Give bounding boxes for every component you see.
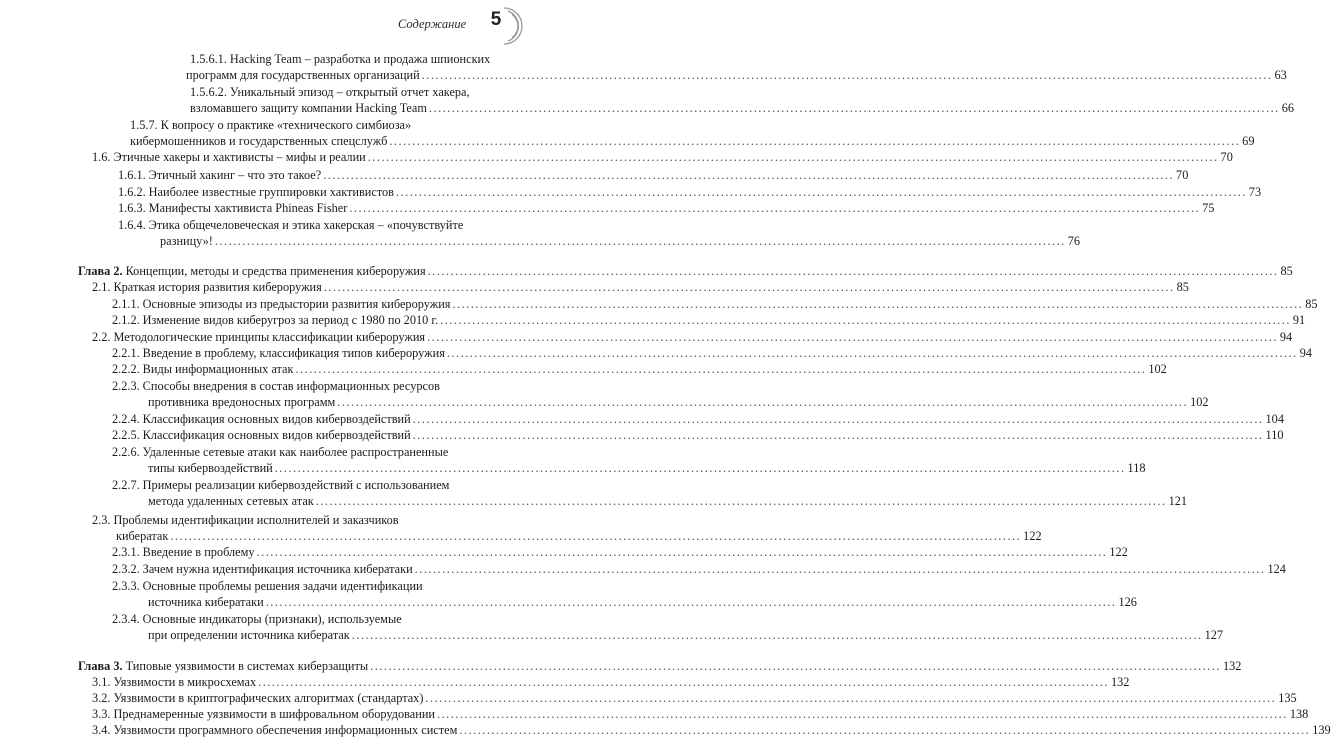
toc-page-number: 70: [1176, 168, 1189, 182]
toc-entry: 1.6.3. Манифесты хактивиста Phineas Fisher .......................................................................................................................................................................................... 75: [118, 201, 1215, 215]
toc-entry: 2.1.2. Изменение видов киберугроз за период с 1980 по 2010 г. .......................................................................................................................................................................................... 91: [112, 313, 1306, 327]
toc-page-number: 85: [1305, 297, 1318, 311]
toc-page-number: 91: [1292, 313, 1306, 327]
toc-entry: кибермошенников и государственных спецслужб .......................................................................................................................................................................................... 69: [130, 134, 1255, 148]
toc-entry: 2.3.3. Основные проблемы решения задачи идентификации: [112, 579, 423, 593]
toc-entry: 1.6. Этичные хакеры и хактивисты – мифы и реалии .......................................................................................................................................................................................... 70: [92, 150, 1233, 164]
toc-entry: при определении источника кибератак .......................................................................................................................................................................................... 127: [148, 628, 1224, 642]
toc-page-number: 66: [1281, 101, 1295, 115]
toc-page-number: 75: [1202, 201, 1215, 215]
toc-entry: 2.2.3. Способы внедрения в состав информационных ресурсов: [112, 379, 440, 393]
toc-entry: 1.5.6.2. Уникальный эпизод – открытый отчет хакера,: [190, 85, 470, 99]
toc-page-number: 102: [1190, 395, 1209, 409]
toc-page-number: 138: [1289, 707, 1309, 721]
toc-entry: 3.1. Уязвимости в микросхемах .......................................................................................................................................................................................... 132: [92, 675, 1130, 689]
toc-entry: противника вредоносных программ .......................................................................................................................................................................................... 102: [148, 395, 1209, 409]
toc-page-number: 73: [1248, 185, 1262, 199]
toc-page-number: 121: [1168, 494, 1188, 508]
toc-entry: 2.1.1. Основные эпизоды из предыстории развития кибероружия .......................................................................................................................................................................................... 85: [112, 297, 1318, 311]
toc-entry: кибератак .......................................................................................................................................................................................... 122: [116, 529, 1042, 543]
toc-page-number: 132: [1110, 675, 1130, 689]
toc-entry: 1.6.4. Этика общечеловеческая и этика хакерская – «почувствуйте: [118, 218, 464, 232]
toc-page-number: 94: [1279, 330, 1293, 344]
toc-entry: 2.3.4. Основные индикаторы (признаки), используемые: [112, 612, 402, 626]
toc-entry: метода удаленных сетевых атак .......................................................................................................................................................................................... 121: [148, 494, 1188, 508]
toc-page-number: 69: [1242, 134, 1255, 148]
toc-entry: 1.6.1. Этичный хакинг – что это такое? .......................................................................................................................................................................................... 70: [118, 168, 1189, 182]
toc-page-number: 118: [1127, 461, 1146, 475]
toc-page-number: 85: [1280, 264, 1293, 278]
toc-entry: 2.3. Проблемы идентификации исполнителей и заказчиков: [92, 513, 399, 527]
toc-page-number: 139: [1312, 723, 1331, 737]
toc-entry: 3.4. Уязвимости программного обеспечения информационных систем .......................................................................................................................................................................................... 139: [92, 723, 1331, 737]
toc-page-number: 135: [1278, 691, 1297, 705]
toc-entry: 2.2.5. Классификация основных видов кибервоздействий .......................................................................................................................................................................................... 110: [112, 428, 1284, 442]
toc-page-number: 110: [1265, 428, 1284, 442]
toc-entry: 2.2.1. Введение в проблему, классификация типов кибероружия .......................................................................................................................................................................................... 94: [112, 346, 1312, 360]
toc-entry: 2.3.2. Зачем нужна идентификация источника кибератаки .......................................................................................................................................................................................... 124: [112, 562, 1286, 576]
toc-chapter-entry: Глава 2. Концепции, методы и средства применения кибероружия .......................................................................................................................................................................................... 85: [78, 264, 1293, 278]
toc-entry: 2.3.1. Введение в проблему .......................................................................................................................................................................................... 122: [112, 545, 1128, 559]
toc-entry: 1.6.2. Наиболее известные группировки хактивистов .......................................................................................................................................................................................... 73: [118, 185, 1262, 199]
toc-page-number: 85: [1176, 280, 1189, 294]
toc-page-number: 104: [1265, 412, 1284, 426]
toc-page-number: 63: [1274, 68, 1287, 82]
toc-page-number: 70: [1220, 150, 1233, 164]
toc-entry: разницу»! .......................................................................................................................................................................................... 76: [160, 234, 1081, 248]
toc-entry: 2.2.7. Примеры реализации кибервоздействий с использованием: [112, 478, 450, 492]
toc-entry: 1.5.6.1. Hacking Team – разработка и продажа шпионских: [190, 52, 491, 66]
toc-chapter-entry: Глава 3. Типовые уязвимости в системах киберзащиты .......................................................................................................................................................................................... 132: [78, 659, 1242, 673]
page-number: 5: [490, 9, 502, 30]
toc-page-number: 122: [1109, 545, 1128, 559]
toc-page-number: 102: [1148, 362, 1167, 376]
toc-page-number: 76: [1067, 234, 1081, 248]
toc-page-number: 122: [1023, 529, 1042, 543]
toc-entry: типы кибервоздействий .......................................................................................................................................................................................... 118: [148, 461, 1146, 475]
toc-entry: источника кибератаки .......................................................................................................................................................................................... 126: [148, 595, 1137, 609]
toc-entry: программ для государственных организаций .......................................................................................................................................................................................... 63: [186, 68, 1287, 82]
toc-entry: взломавшего защиту компании Hacking Team .......................................................................................................................................................................................... 66: [190, 101, 1295, 115]
toc-page-number: 124: [1267, 562, 1286, 576]
toc-page-number: 126: [1118, 595, 1137, 609]
toc-entry: 2.2. Методологические принципы классификации кибероружия .......................................................................................................................................................................................... 94: [92, 330, 1293, 344]
toc-entry: 3.2. Уязвимости в криптографических алгоритмах (стандартах) .......................................................................................................................................................................................... 135: [92, 691, 1297, 705]
toc-entry: 2.2.6. Удаленные сетевые атаки как наиболее распространенные: [112, 445, 449, 459]
toc-entry: 1.5.7. К вопросу о практике «технического симбиоза»: [130, 118, 412, 132]
toc-entry: 2.2.2. Виды информационных атак .......................................................................................................................................................................................... 102: [112, 362, 1167, 376]
running-header-title: Содержание: [398, 17, 467, 31]
toc-entry: 2.2.4. Классификация основных видов кибервоздействий .......................................................................................................................................................................................... 104: [112, 412, 1284, 426]
toc-page-number: 94: [1299, 346, 1312, 360]
toc-page-number: 127: [1204, 628, 1224, 642]
toc-page-number: 132: [1222, 659, 1242, 673]
toc-entry: 2.1. Краткая история развития кибероружия .......................................................................................................................................................................................... 85: [92, 280, 1189, 294]
toc-entry: 3.3. Преднамеренные уязвимости в шифровальном оборудовании .......................................................................................................................................................................................... 138: [92, 707, 1309, 721]
